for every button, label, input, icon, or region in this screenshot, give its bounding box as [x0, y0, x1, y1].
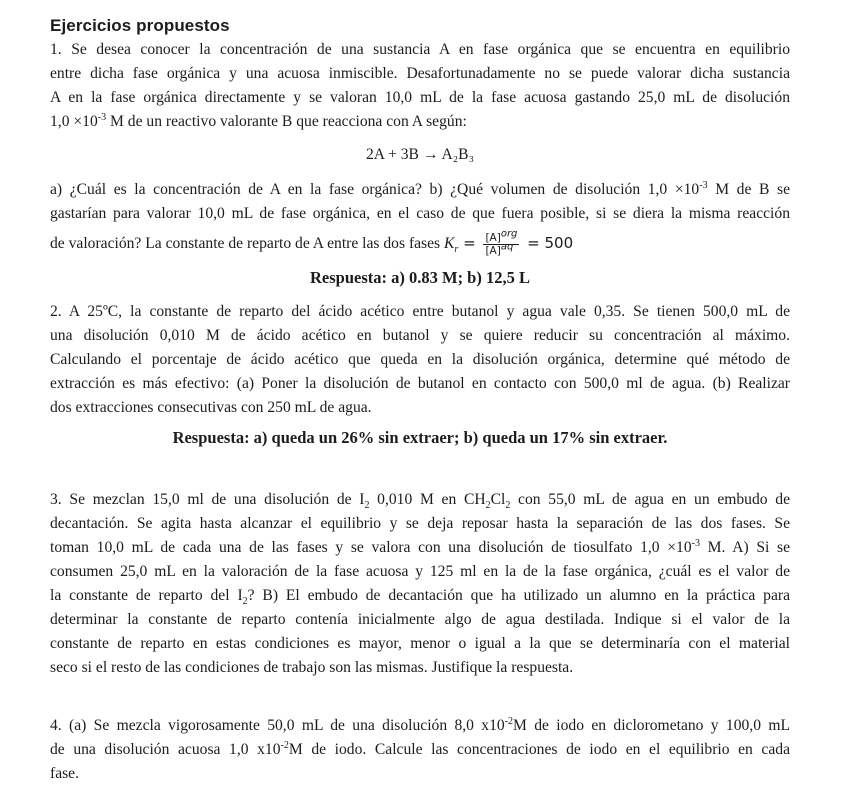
- problem-1-line-4: $1,0 \times 10^{-3}$ M de un reactivo valorante B que reacciona con A según:: [50, 111, 467, 130]
- problem-2-line-5: dos extracciones consecutivas con 250 mL de agua.: [50, 399, 372, 416]
- reaction-equation: 2A + 3B → A₂B₃: [365, 146, 475, 163]
- kr-symbol: $K_r$: [444, 235, 459, 256]
- problem-1-statement: [50, 38, 790, 134]
- problem-1-questions: [50, 178, 790, 261]
- problem-3-line-6: determinar la constante de reparto contenía inicialmente algo de agua destilada. Indique si el valor de la: [50, 611, 790, 628]
- problem-3-line-1: 3. Se mezclan 15,0 ml de una disolución de $I_2$ 0,010 M en $CH_2Cl_2$ con 55,0 mL de agua en un embudo de: [50, 491, 790, 512]
- problem-2-line-2: una disolución 0,010 M de ácido acético en butanol y se quiere reducir su concentración al máximo.: [50, 327, 790, 344]
- problem-2-line-3: Calculando el porcentaje de ácido acético que queda en la disolución orgánica, determine qué método de: [50, 351, 790, 368]
- partition-fraction: $\frac{[A]^{org}}{[A]^{aq}}$: [485, 228, 518, 257]
- problem-3-line-8: seco si el resto de las condiciones de trabajo son las mismas. Justifique la respuesta.: [50, 659, 574, 676]
- problem-1-question-line-2: gastarían para valorar 10,0 mL de fase orgánica, en el caso de que fuera posible, si se diera la misma reacción: [50, 205, 790, 222]
- problem-1-line-1: 1. Se desea conocer la concentración de una sustancia A en fase orgánica que se encuentra en equilibrio: [50, 41, 790, 58]
- problem-2-line-4: extracción es más efectivo: (a) Poner la disolución de butanol en contacto con 500,0 ml de agua. (b) Realizar: [50, 375, 790, 392]
- problem-4-line-1: 4. (a) Se mezcla vigorosamente 50,0 mL de una disolución 8,0 $x10^{-2}M$ de iodo en diclorometano y 100,0 mL: [50, 715, 791, 734]
- problem-2-line-1: 2. A 25ºC, la constante de reparto del ácido acético entre butanol y agua vale 0,35. Se tienen 500,0 mL de: [50, 303, 790, 320]
- problem-2-statement: [50, 300, 790, 420]
- problem-1-answer: Respuesta: a) 0.83 M; b) 12,5 L: [310, 268, 530, 287]
- problem-2-answer: Respuesta: a) queda un 26% sin extraer; b) queda un 17% sin extraer.: [172, 428, 668, 447]
- problem-4-line-2: de una disolución acuosa 1,0 $x10^{-2}M$ de iodo. Calcule las concentraciones de iodo en el equilibrio en cada: [50, 739, 790, 758]
- problem-1-question-line-1: a) ¿Cuál es la concentración de A en la fase orgánica? b) ¿Qué volumen de disolución $1,0 \times 10^{-3}$ M de B se: [50, 179, 790, 198]
- problem-1-line-2: entre dicha fase orgánica y una acuosa inmiscible. Desafortunadamente no se puede valorar dicha sustancia: [50, 65, 790, 82]
- problem-3-line-3: toman 10,0 mL de cada una de las fases y se valora con una disolución de tiosulfato $1,0 \times 10^{-3}$ M. A) Si se: [50, 537, 790, 556]
- problem-3-line-5: la constante de reparto del $I_2$? B) El embudo de decantación que ha utilizado un alumno en la práctica para: [50, 587, 790, 608]
- problem-3-line-4: consumen 25,0 mL en la valoración de la fase acuosa y 125 ml en la de la fase orgánica, ¿cuál es el valor de: [50, 563, 790, 580]
- problem-3-line-2: decantación. Se agita hasta alcanzar el equilibrio y se deja reposar hasta la separación de las dos fases. Se: [50, 515, 790, 532]
- problem-1-question-line-3: de valoración? La constante de reparto de A entre las dos fases $K_r$ = $\frac{[A]^{org}}{[A]^{aq}}$ = 500: [50, 228, 574, 257]
- problem-3-statement: [50, 488, 790, 680]
- problem-3-line-7: constante de reparto en estas condiciones es mayor, menor o igual a la que se determinaría con el material: [50, 635, 790, 652]
- problem-4-line-3: fase.: [50, 765, 80, 782]
- problem-1-line-3: A en la fase orgánica directamente y se valoran 10,0 mL de la fase acuosa gastando 25,0 mL de disolución: [50, 89, 790, 106]
- problem-4-statement: [50, 714, 790, 786]
- section-title: Ejercicios propuestos: [50, 16, 230, 35]
